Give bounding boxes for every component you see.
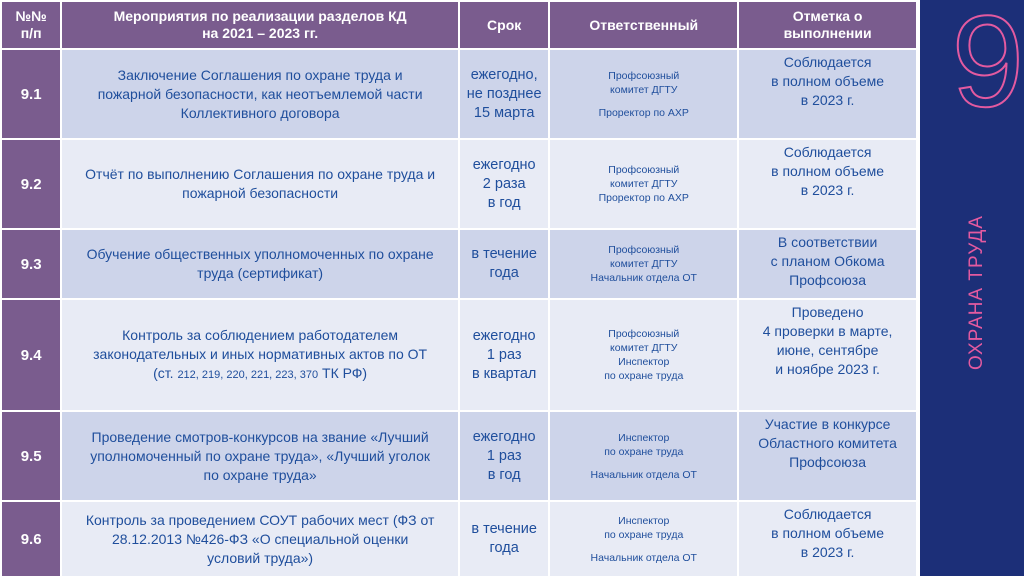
row-responsible [550,140,737,228]
event-line: Коллективного договора [180,104,340,121]
status-line: в полном объеме [771,525,885,541]
status-line: Профсоюза [789,454,866,470]
responsible-line: комитет ДГТУ [610,83,678,96]
status-line: 4 проверки в марте, [762,323,893,339]
table-row [2,300,916,410]
header-status [739,2,916,48]
header-num-line2: п/п [20,25,42,41]
event-line: пожарной безопасности [182,185,339,201]
responsible-line: Инспектор [618,431,670,444]
status-line: в полном объеме [771,163,885,179]
responsible-line: комитет ДГТУ [610,342,678,354]
event-tail-prefix: (ст. [153,364,174,381]
table-row [2,140,916,228]
event-line: Проведение смотров-конкурсов на звание «Лучший [91,428,429,445]
row-event [62,300,458,410]
status-line: Профсоюза [789,272,866,288]
row-number: 9.6 [2,502,60,576]
status-line: июне, сентябре [776,342,879,358]
responsible-line: по охране труда [604,370,684,382]
event-tail-suffix: ТК РФ) [322,364,368,381]
table-row [2,230,916,298]
status-line: в полном объеме [771,73,885,89]
responsible-line: по охране труда [604,528,684,541]
row-deadline [460,140,548,228]
status-line: в 2023 г. [800,92,855,108]
row-status [739,230,916,298]
responsible-line: Инспектор [618,514,670,527]
row-deadline [460,230,548,298]
deadline-line: ежегодно, [470,66,538,83]
deadline-line: 2 раза [482,175,526,192]
responsible-line: Проректор по АХР [598,106,689,119]
row-event [62,230,458,298]
row-responsible [550,502,737,576]
row-status [739,140,916,228]
header-events-line2: на 2021 – 2023 гг. [202,25,319,41]
deadline-line: года [489,540,519,556]
row-number: 9.1 [2,50,60,138]
row-event [62,50,458,138]
responsible-line: Профсоюзный [608,164,680,176]
row-responsible [550,300,737,410]
row-deadline [460,50,548,138]
status-line: Соблюдается [783,54,872,70]
row-status [739,50,916,138]
header-status-line1: Отметка о [792,8,863,24]
event-line [66,364,454,385]
status-line: в 2023 г. [800,182,855,198]
responsible-line: Начальник отдела ОТ [590,272,697,284]
event-line: законодательных и иных нормативных актов по ОТ [93,345,428,362]
table-row [2,50,916,138]
event-line: Отчёт по выполнению Соглашения по охране труда и [85,166,436,182]
event-line: по охране труда» [203,466,317,483]
section-title: ОХРАНА ТРУДА [966,215,987,370]
deadline-line: в течение [471,521,537,537]
responsible-line: комитет ДГТУ [610,178,678,190]
status-line: Соблюдается [783,506,872,522]
status-line: и ноябре 2023 г. [775,361,880,377]
deadline-line: ежегодно [472,428,536,445]
row-status [739,412,916,500]
event-line: Обучение общественных уполномоченных по охране [86,246,434,262]
responsible-line: Профсоюзный [608,328,680,340]
table-row [2,502,916,576]
deadline-line: 1 раз [486,447,522,464]
responsible-line: Профсоюзный [608,244,680,256]
row-number: 9.2 [2,140,60,228]
row-status [739,300,916,410]
header-status-line2: выполнении [783,25,872,41]
responsible-line: Начальник отдела ОТ [590,551,697,564]
row-number: 9.5 [2,412,60,500]
table-row [2,412,916,500]
event-line: Контроль за проведением СОУТ рабочих мест (ФЗ от [85,511,435,528]
event-line: Контроль за соблюдением работодателем [122,326,399,343]
status-line: с планом Обкома [770,253,885,269]
deadline-line: 1 раз [486,346,522,363]
deadline-line: в квартал [471,365,537,382]
row-number: 9.3 [2,230,60,298]
status-line: Участие в конкурсе [764,416,891,432]
event-tail-articles: 212, 219, 220, 221, 223, 370 [177,368,319,381]
deadline-line: не позднее [466,85,542,102]
header-deadline: Срок [460,2,548,48]
row-number: 9.4 [2,300,60,410]
event-line: уполномоченный по охране труда», «Лучший уголок [90,447,431,464]
responsible-line: комитет ДГТУ [610,258,678,270]
status-line: в 2023 г. [800,544,855,560]
header-events-line1: Мероприятия по реализации разделов КД [113,8,407,24]
event-line: Заключение Соглашения по охране труда и [117,66,403,83]
table-header-row [2,2,916,48]
row-responsible [550,230,737,298]
row-event [62,502,458,576]
row-deadline [460,300,548,410]
section-number: 9 [951,0,1024,134]
deadline-line: в течение [471,246,537,262]
deadline-line: ежегодно [472,327,536,344]
deadline-line: ежегодно [472,156,536,173]
header-num-line1: №№ [15,8,47,24]
responsible-line: Профсоюзный [608,69,680,82]
event-line: труда (сертификат) [197,265,324,281]
header-num [2,2,60,48]
responsible-line: Начальник отдела ОТ [590,468,697,481]
row-responsible [550,50,737,138]
row-deadline [460,412,548,500]
row-deadline [460,502,548,576]
status-line: В соответствии [777,234,878,250]
row-status [739,502,916,576]
deadline-line: в год [487,466,521,483]
event-line: 28.12.2013 №426-ФЗ «О специальной оценки [111,530,409,547]
status-line: Областного комитета [758,435,897,451]
responsible-line: Инспектор [618,356,670,368]
event-line: условий труда») [207,549,314,566]
deadline-line: года [489,265,519,281]
deadline-line: 15 марта [473,104,535,121]
row-event [62,412,458,500]
status-line: Соблюдается [783,144,872,160]
deadline-line: в год [487,194,521,211]
row-responsible [550,412,737,500]
row-event [62,140,458,228]
header-events [62,2,458,48]
responsible-line: по охране труда [604,445,684,458]
header-responsible: Ответственный [550,2,737,48]
status-line: Проведено [791,304,864,320]
responsible-line: Проректор по АХР [598,192,689,204]
event-line: пожарной безопасности, как неотъемлемой части [97,85,423,102]
